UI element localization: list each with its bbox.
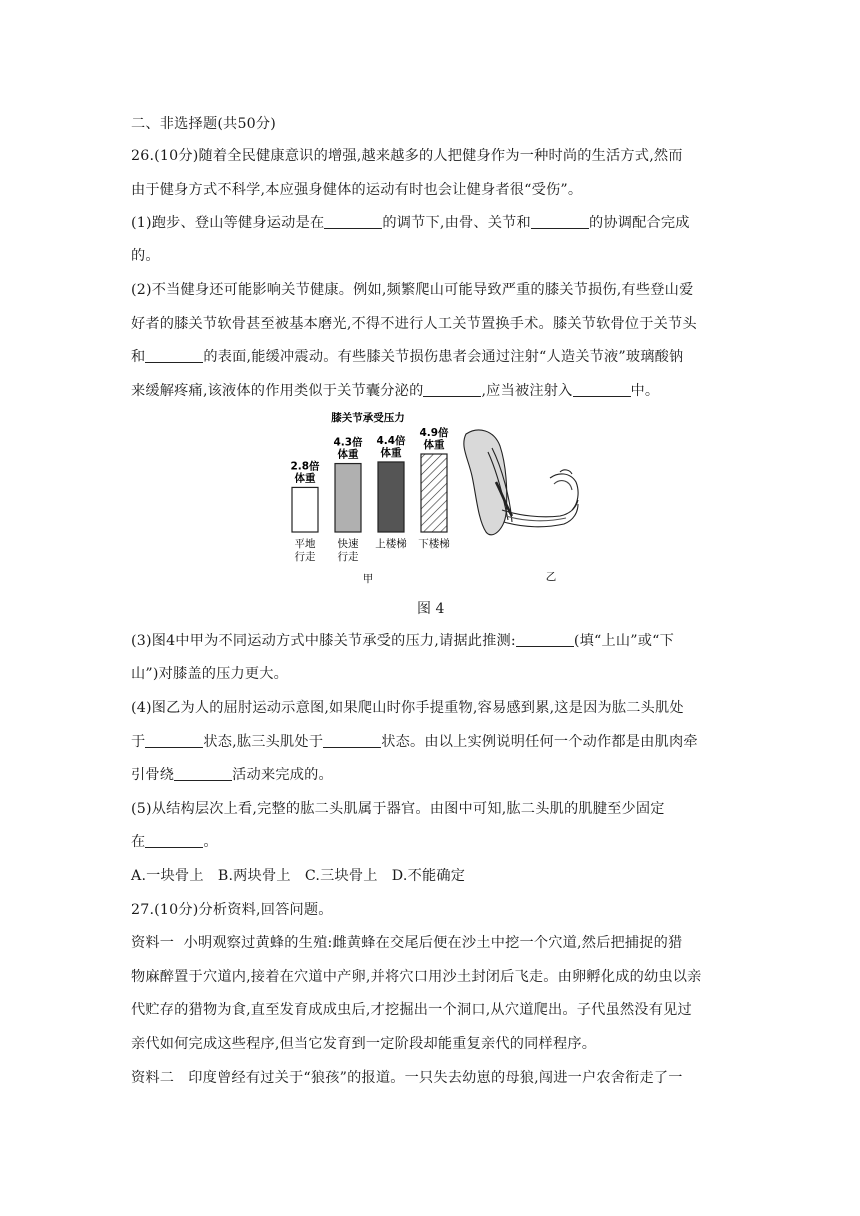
bar-2	[335, 464, 361, 532]
answer-blank[interactable]	[423, 382, 481, 397]
category-label: 行走	[337, 551, 359, 563]
answer-blank[interactable]	[145, 733, 203, 748]
q26-options: A.一块骨上 B.两块骨上 C.三块骨上 D.不能确定	[131, 868, 466, 884]
q27-material2-line-1: 资料二 印度曾经有过关于“狼孩”的报道。一只失去幼崽的母狼,闯进一户农舍衔走了一	[131, 1070, 683, 1086]
bar-value-label: 体重	[380, 446, 402, 459]
chart-title: 膝关节承受压力	[331, 412, 405, 424]
q26-intro-line-2: 由于健身方式不科学,本应强身健体的运动有时也会让健身者很“受伤”。	[131, 182, 583, 198]
answer-blank[interactable]	[145, 348, 203, 363]
answer-blank[interactable]	[323, 733, 381, 748]
answer-blank[interactable]	[516, 632, 574, 647]
bar-value-label: 体重	[294, 472, 316, 485]
q27-intro: 27.(10分)分析资料,回答问题。	[131, 902, 333, 918]
bar-1	[292, 487, 318, 532]
panel-label-yi: 乙	[545, 571, 557, 583]
q26-part1-line-1: (1)跑步、登山等健身运动是在 的调节下,由骨、关节和 的协调配合完成	[131, 215, 690, 231]
figure-4	[280, 412, 580, 588]
q26-part1-line-2: 的。	[131, 248, 160, 264]
bar-value-label: 4.4倍	[376, 434, 406, 447]
category-label: 上楼梯	[375, 538, 407, 550]
q27-material1-line-4: 亲代如何完成这些程序,但当它发育到一定阶段却能重复亲代的同样程序。	[131, 1036, 597, 1052]
bar-4	[421, 454, 447, 532]
q27-material1-line-2: 物麻醉置于穴道内,接着在穴道中产卵,并将穴口用沙土封闭后飞走。由卵孵化成的幼虫以亲	[131, 969, 702, 985]
q27-material1-line-3: 代贮存的猎物为食,直至发育成成虫后,才挖掘出一个洞口,从穴道爬出。子代虽然没有见过	[131, 1002, 692, 1018]
answer-blank[interactable]	[145, 833, 203, 848]
answer-blank[interactable]	[573, 382, 631, 397]
q26-part4-line-2: 于 状态,肱三头肌处于 状态。由以上实例说明任何一个动作都是由肌肉牵	[131, 734, 698, 750]
q26-part5-line-1: (5)从结构层次上看,完整的肱二头肌属于器官。由图中可知,肱二头肌的肌腱至少固定	[131, 801, 665, 817]
figure-caption: 图 4	[417, 601, 445, 617]
bar-value-label: 体重	[337, 448, 359, 461]
answer-blank[interactable]	[324, 214, 382, 229]
answer-blank[interactable]	[174, 766, 232, 781]
category-label: 快速	[337, 538, 359, 550]
q26-part2-line-1: (2)不当健身还可能影响关节健康。例如,频繁爬山可能导致严重的膝关节损伤,有些登山爱	[131, 282, 694, 298]
category-label: 平地	[294, 538, 316, 550]
arm-flexion-illustration	[464, 430, 578, 535]
q27-material1-line-1: 资料一 小明观察过黄蜂的生殖:雌黄蜂在交尾后便在沙土中挖一个穴道,然后把捕捉的猎	[131, 935, 683, 951]
section-heading: 二、非选择题(共50分)	[131, 116, 277, 132]
q26-part2-line-2: 好者的膝关节软骨甚至被基本磨光,不得不进行人工关节置换手术。膝关节软骨位于关节头	[131, 316, 697, 332]
bar-value-label: 体重	[423, 439, 445, 451]
bar-value-label: 2.8倍	[290, 460, 320, 473]
q26-part4-line-3: 引骨绕 活动来完成的。	[131, 767, 333, 783]
q26-part3-line-1: (3)图4中甲为不同运动方式中膝关节承受的压力,请据此推测: (填“上山”或“下	[131, 633, 674, 649]
category-label: 行走	[294, 551, 316, 563]
q26-part2-line-4: 来缓解疼痛,该液体的作用类似于关节囊分泌的 ,应当被注射入 中。	[131, 383, 660, 399]
bar-value-label: 4.3倍	[333, 436, 363, 449]
bar-3	[378, 462, 404, 532]
q26-part5-line-2: 在 。	[131, 834, 218, 850]
bar-value-label: 4.9倍	[419, 427, 449, 439]
answer-blank[interactable]	[531, 214, 589, 229]
q26-intro-line-1: 26.(10分)随着全民健康意识的增强,越来越多的人把健身作为一种时尚的生活方式,然而	[131, 148, 683, 164]
q26-part3-line-2: 山”)对膝盖的压力更大。	[131, 666, 289, 682]
q26-part4-line-1: (4)图乙为人的屈肘运动示意图,如果爬山时你手提重物,容易感到累,这是因为肱二头肌处	[131, 700, 684, 716]
category-label: 下楼梯	[418, 538, 450, 550]
q26-part2-line-3: 和 的表面,能缓冲震动。有些膝关节损伤患者会通过注射“人造关节液”玻璃酸钠	[131, 349, 684, 365]
panel-label-jia: 甲	[362, 573, 374, 585]
